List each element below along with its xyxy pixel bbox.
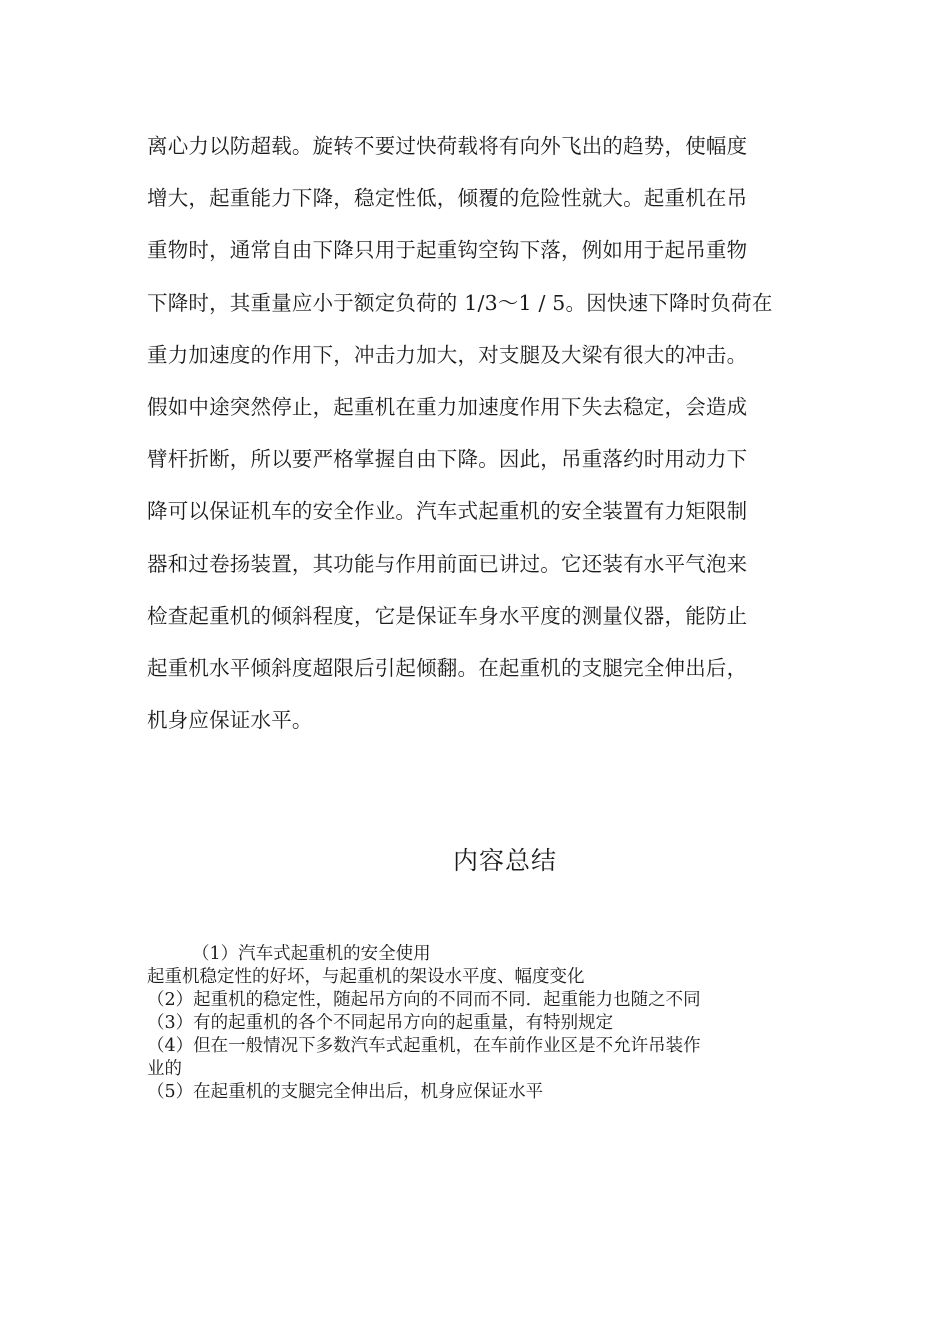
summary-item: （2）起重机的稳定性，随起吊方向的不同而不同．起重能力也随之不同 [147, 990, 701, 1010]
summary-item: 业的 [147, 1059, 182, 1079]
summary-item: （5）在起重机的支腿完全伸出后，机身应保证水平 [147, 1082, 544, 1102]
body-paragraph [147, 120, 827, 746]
paragraph-line: 降可以保证机车的安全作业。汽车式起重机的安全装置有力矩限制 [147, 499, 748, 524]
paragraph-line: 增大，起重能力下降，稳定性低，倾覆的危险性就大。起重机在吊 [147, 186, 748, 211]
paragraph-line: 重物时，通常自由下降只用于起重钩空钩下落，例如用于起吊重物 [147, 238, 748, 263]
summary-item: （3）有的起重机的各个不同起吊方向的起重量，有特别规定 [147, 1013, 614, 1033]
paragraph-line: 起重机水平倾斜度超限后引起倾翻。在起重机的支腿完全伸出后， [147, 655, 748, 680]
paragraph-line: 重力加速度的作用下，冲击力加大，对支腿及大梁有很大的冲击。 [147, 342, 748, 367]
summary-item: （1）汽车式起重机的安全使用 [192, 944, 431, 964]
paragraph-line: 器和过卷扬装置，其功能与作用前面已讲过。它还装有水平气泡来 [147, 551, 748, 576]
paragraph-line: 机身应保证水平。 [147, 708, 313, 733]
summary-list [147, 943, 807, 1104]
paragraph-line: 检查起重机的倾斜程度，它是保证车身水平度的测量仪器，能防止 [147, 603, 748, 628]
paragraph-line: 臂杆折断，所以要严格掌握自由下降。因此，吊重落约时用动力下 [147, 447, 748, 472]
paragraph-line: 假如中途突然停止，起重机在重力加速度作用下失去稳定，会造成 [147, 394, 748, 419]
summary-item: （4）但在一般情况下多数汽车式起重机，在车前作业区是不允许吊装作 [147, 1036, 701, 1056]
paragraph-line: 下降时，其重量应小于额定负荷的 1/3～1 / 5。因快速下降时负荷在 [147, 290, 773, 315]
summary-item: 起重机稳定性的好坏，与起重机的架设水平度、幅度变化 [147, 967, 585, 987]
paragraph-line: 离心力以防超载。旋转不要过快荷载将有向外飞出的趋势，使幅度 [147, 134, 748, 158]
summary-title: 内容总结 [452, 846, 557, 875]
